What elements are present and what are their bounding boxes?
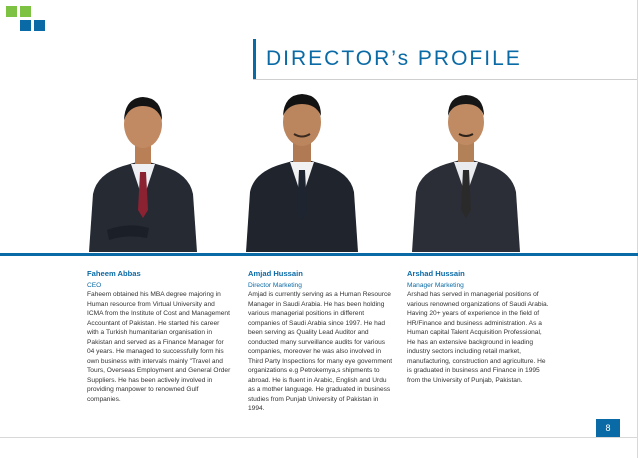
director-photo-amjad xyxy=(246,82,358,252)
director-name: Faheem Abbas xyxy=(87,269,141,278)
title-underline xyxy=(253,79,638,80)
director-photo-arshad xyxy=(410,82,522,252)
section-divider xyxy=(0,253,638,256)
director-bio: Amjad is currently serving as a Human Resource Manager in Saudi Arabia. He has been holding various managerial positions in different companies of Saudi Arabia since 1997. He had been serving as Quality Lead Auditor and conducted many surveillance audits for various companies, moreover he was also involved in Third Party Inspections for many eye government organizations e.g Petrokemya,s shipments to abroad. He is fluent in Arabic, English and Urdu as a mother language. He graduated in business studies from Punjab University of Pakistan in 1994. xyxy=(248,291,393,412)
director-card xyxy=(248,268,393,414)
director-role: CEO xyxy=(87,282,102,289)
footer-line xyxy=(0,437,638,438)
decor-square xyxy=(34,20,45,31)
director-role: Manager Marketing xyxy=(407,282,464,289)
director-name: Arshad Hussain xyxy=(407,269,465,278)
director-photo-faheem xyxy=(87,82,199,252)
decor-square xyxy=(6,6,17,17)
title-block xyxy=(253,39,522,79)
director-bio: Arshad has served in managerial positions of various renowned organizations of Saudi Arabia. Having 20+ years of experience in the field of HR/Finance and business administration. As a Human capital Talent Acquisition Professional, He has an extensive background in leading industry sectors including retail market, manufacturing, construction and agriculture. He is graduated in business and Finance in 1995 from the University of Punjab, Pakistan. xyxy=(407,291,549,384)
director-bio: Faheem obtained his MBA degree majoring in Human resource from Virtual University and ICMA from the Institute of Cost and Management Accountant of Pakistan. He started his career with a Turkish humanitarian organisation in Pakistan and served as a Finance Manager for 04 years. He managed to successfully form his own business with intervals mainly "Travel and Tours, Overseas Employment and General Order Suppliers. He has been actively involved in providing manpower to renowned Gulf companies. xyxy=(87,291,231,403)
director-role: Director Marketing xyxy=(248,282,302,289)
decor-square xyxy=(20,6,31,17)
decor-square xyxy=(20,20,31,31)
title-accent-bar xyxy=(253,39,256,79)
page-number: 8 xyxy=(596,419,620,437)
director-name: Amjad Hussain xyxy=(248,269,303,278)
page-title: DIRECTOR’s PROFILE xyxy=(266,47,522,70)
director-card xyxy=(407,268,552,385)
director-card xyxy=(87,268,232,404)
